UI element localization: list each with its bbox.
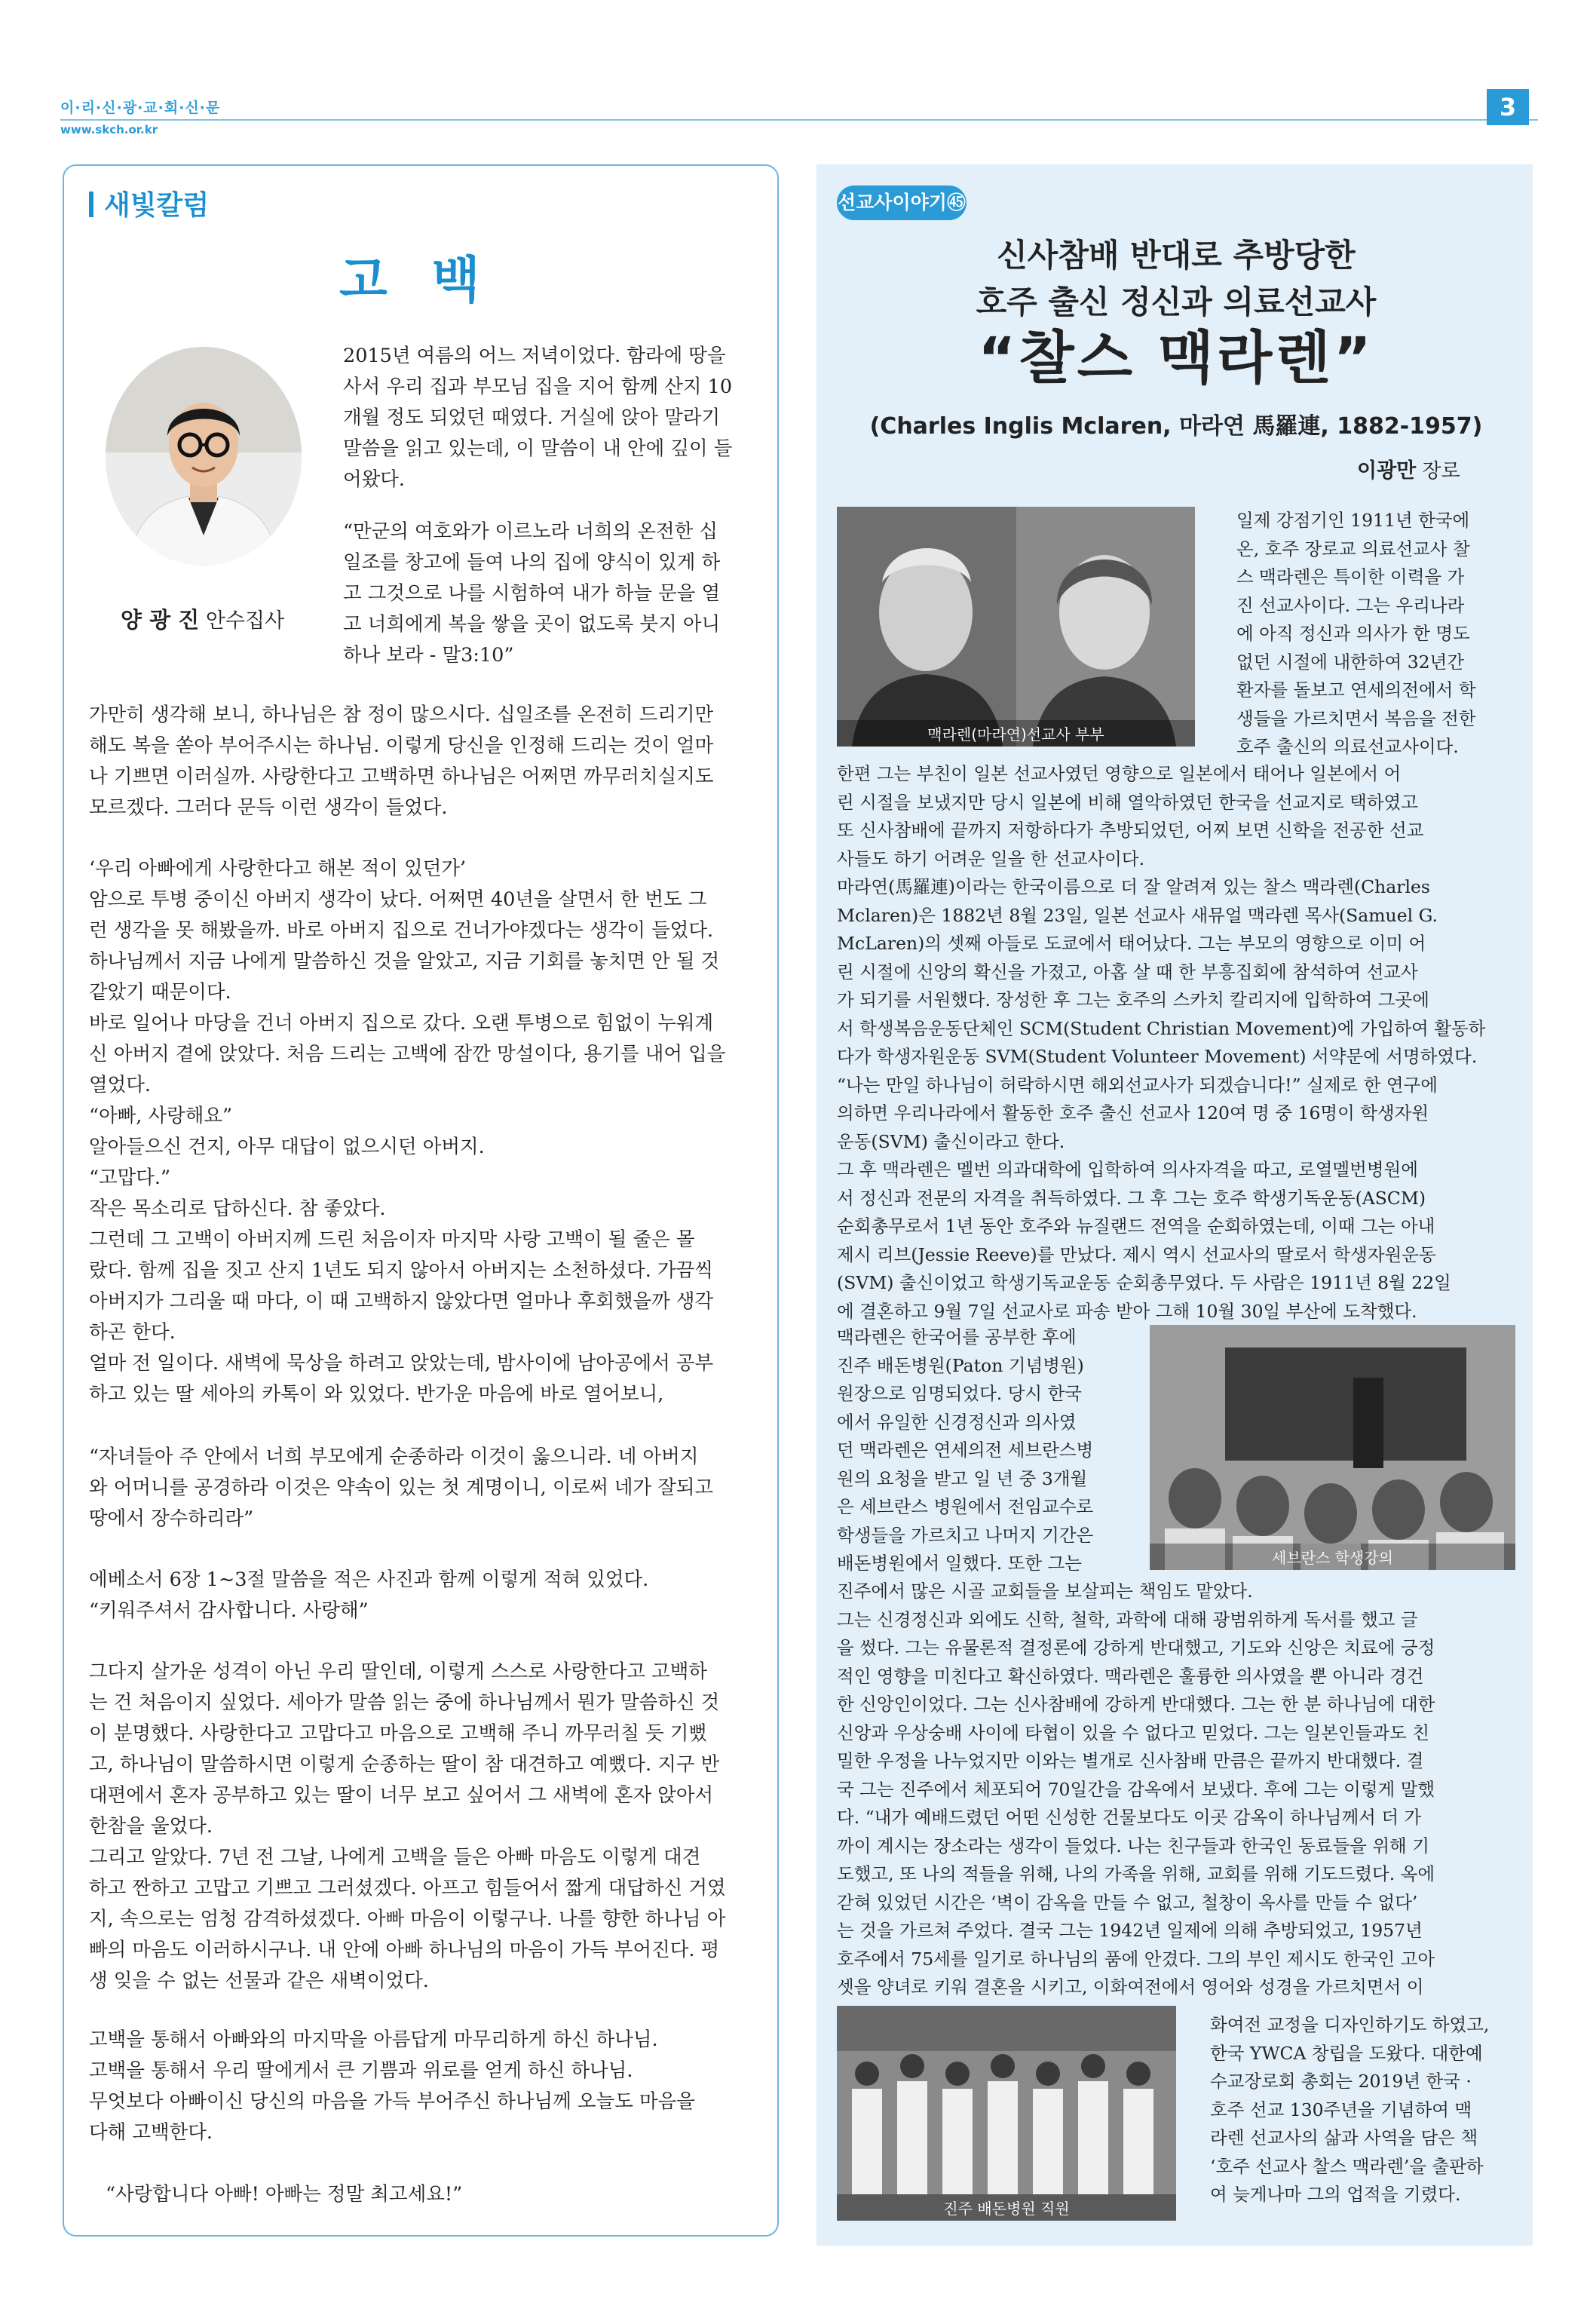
text-line: 신앙과 우상숭배 사이에 타협이 있을 수 없다고 믿었다. 그는 일본인들과도 친 xyxy=(837,1722,1429,1743)
text-line: 호주 출신의 의료선교사이다. xyxy=(1236,736,1459,757)
website-link[interactable]: www.skch.or.kr xyxy=(60,123,158,136)
text-line: 린 시절에 신앙의 확신을 가졌고, 아홉 살 때 한 부흥집회에 참석하여 선교사 xyxy=(837,961,1418,983)
text-line: 호주에서 75세를 일기로 하나님의 품에 안겼다. 그의 부인 제시도 한국인 고아 xyxy=(837,1948,1435,1970)
text-line: “나는 만일 하나님이 허락하시면 해외선교사가 되겠습니다!” 실제로 한 연구에 xyxy=(837,1074,1438,1096)
text-line: 없던 시절에 내한하여 32년간 xyxy=(1236,651,1465,673)
text-line: 에 아직 정신과 의사가 한 명도 xyxy=(1236,623,1470,644)
text-line: 에서 유일한 신경정신과 의사였 xyxy=(837,1411,1077,1433)
text-line: 에베소서 6장 1~3절 말씀을 적은 사진과 함께 이렇게 적혀 있었다. xyxy=(89,1568,649,1591)
text-line: 맥라렌은 한국어를 공부한 후에 xyxy=(837,1326,1077,1347)
text-line: 사서 우리 집과 부모님 집을 지어 함께 산지 10 xyxy=(343,376,733,398)
text-line: 던 맥라렌은 연세의전 세브란스병 xyxy=(837,1439,1094,1461)
text-line: 는 것을 가르쳐 주었다. 결국 그는 1942년 일제에 의해 추방되었고, 1957년 xyxy=(837,1920,1423,1941)
text-line: 빠의 마음도 이러하시구나. 내 안에 아빠 하나님의 마음이 가득 부어진다. 평 xyxy=(89,1939,720,1961)
text-line: 알아들으신 건지, 아무 대답이 없으시던 아버지. xyxy=(89,1136,485,1158)
photo-caption: 세브란스 학생강의 xyxy=(1150,1544,1515,1570)
text-line: 갇혀 있었던 시간은 ‘벽이 감옥을 만들 수 없고, 철창이 옥사를 만들 수 없다’ xyxy=(837,1891,1418,1913)
section-tag: 새빛칼럼 xyxy=(89,184,209,222)
text-line: 가만히 생각해 보니, 하나님은 참 정이 많으시다. 십일조를 온전히 드리기만 xyxy=(89,704,714,726)
text-line: 어왔다. xyxy=(343,468,406,491)
body-paragraph xyxy=(89,854,752,1410)
text-line: “자녀들아 주 안에서 너희 부모에게 순종하라 이것이 옳으니라. 네 아버지 xyxy=(89,1446,699,1468)
text-line: 하나님께서 지금 나에게 말씀하신 것을 알았고, 지금 기회를 놓치면 안 될 것 xyxy=(89,950,720,973)
text-line: Mclaren)은 1882년 8월 23일, 일본 선교사 새뮤얼 맥라렌 목사(Samuel G. xyxy=(837,904,1438,926)
text-line: McLaren)의 셋째 아들로 도쿄에서 태어났다. 그는 부모의 영향으로 이미 어 xyxy=(837,933,1426,954)
author-portrait xyxy=(106,347,302,566)
author-credit: 양 광 진 안수집사 xyxy=(121,607,285,633)
text-line: 다가 학생자원운동 SVM(Student Volunteer Movement) 서약문에 서명하였다. xyxy=(837,1046,1478,1067)
text-line: 한참을 울었다. xyxy=(89,1815,213,1838)
photo-caption: 맥라렌(마라연)선교사 부부 xyxy=(837,720,1195,747)
text-line: 하고 짠하고 고맙고 기쁘고 그러셨겠다. 아프고 힘들어서 짧게 대답하신 거였 xyxy=(89,1877,726,1899)
body-paragraph xyxy=(89,700,752,823)
text-line: 화여전 교정을 디자인하기도 하였고, xyxy=(1210,2014,1490,2035)
text-line: 개월 정도 되었던 때였다. 거실에 앉아 말라기 xyxy=(343,406,721,429)
text-line: 그는 신경정신과 외에도 신학, 철학, 과학에 대해 광범위하게 독서를 했고 글 xyxy=(837,1608,1418,1630)
text-line: 고백을 통해서 아빠와의 마지막을 아름답게 마무리하게 하신 하나님. xyxy=(89,2028,658,2051)
article-title: 고 백 xyxy=(339,251,494,309)
body-paragraph xyxy=(1236,507,1515,762)
text-line: 온, 호주 장로교 의료선교사 찰 xyxy=(1236,538,1470,560)
text-line: 원장으로 임명되었다. 당시 한국 xyxy=(837,1383,1082,1404)
page-number: 3 xyxy=(1487,89,1529,125)
text-line: 에 결혼하고 9월 7일 선교사로 파송 받아 그해 10월 30일 부산에 도착했다. xyxy=(837,1300,1417,1322)
header-rule xyxy=(60,119,1538,121)
couple-photo xyxy=(837,507,1195,747)
text-line: “키워주셔서 감사합니다. 사랑해” xyxy=(89,1599,369,1622)
text-line: 그 후 맥라렌은 멜번 의과대학에 입학하여 의사자격을 따고, 로열멜번병원에 xyxy=(837,1159,1418,1180)
text-line: 해도 복을 쏟아 부어주시는 하나님. 이렇게 당신을 인정해 드리는 것이 얼마 xyxy=(89,734,714,757)
text-line: 런 생각을 못 해봤을까. 바로 아버지 집으로 건너가야겠다는 생각이 들었다. xyxy=(89,919,714,942)
text-line: 한국 YWCA 창립을 도왔다. 대한예 xyxy=(1210,2042,1483,2064)
text-line: 린 시절을 보냈지만 당시 일본에 비해 열악하였던 한국을 선교지로 택하였고 xyxy=(837,791,1418,813)
text-line: 고백을 통해서 우리 딸에게서 큰 기쁨과 위로를 얻게 하신 하나님. xyxy=(89,2059,633,2082)
text-line: 말씀을 읽고 있는데, 이 말씀이 내 안에 깊이 들 xyxy=(343,437,733,460)
text-line: 원의 요청을 받고 일 년 중 3개월 xyxy=(837,1467,1088,1489)
series-badge: 선교사이야기㊺ xyxy=(837,185,967,220)
text-line: 진주 배돈병원(Paton 기념병원) xyxy=(837,1354,1084,1376)
byline: 이광만 장로 xyxy=(1357,459,1460,483)
text-line: 이 분명했다. 사랑한다고 고맙다고 마음으로 고백해 주니 까무러칠 듯 기뻤 xyxy=(89,1722,708,1745)
text-line: 바로 일어나 마당을 건너 아버지 집으로 갔다. 오랜 투병으로 힘없이 누워계 xyxy=(89,1012,714,1035)
scripture-quote xyxy=(89,1442,752,1535)
text-line: 작은 목소리로 답하신다. 참 좋았다. xyxy=(89,1197,386,1220)
hospital-staff-photo xyxy=(837,2006,1176,2221)
text-line: ‘호주 선교사 찰스 맥라렌’을 출판하 xyxy=(1210,2155,1484,2177)
text-line: 아버지가 그리울 때 마다, 이 때 고백하지 않았다면 얼마나 후회했을까 생각 xyxy=(89,1290,714,1313)
text-line: “아빠, 사랑해요” xyxy=(89,1105,233,1127)
text-line: (SVM) 출신이었고 학생기독교운동 순회총무였다. 두 사람은 1911년 8월 22일 xyxy=(837,1272,1451,1293)
text-line: 하곤 한다. xyxy=(89,1321,176,1344)
text-line: 서 정신과 전문의 자격을 취득하였다. 그 후 그는 호주 학생기독운동(ASCM) xyxy=(837,1187,1426,1209)
text-line: 진주에서 많은 시골 교회들을 보살피는 책임도 맡았다. xyxy=(837,1581,1253,1602)
closing-quote: “사랑합니다 아빠! 아빠는 정말 최고세요!” xyxy=(106,2183,463,2206)
text-line: 배돈병원에서 일했다. 또한 그는 xyxy=(837,1553,1082,1574)
text-line: 암으로 투병 중이신 아버지 생각이 났다. 어쩌면 40년을 살면서 한 번도 그 xyxy=(89,888,707,911)
text-line: 수교장로회 총회는 2019년 한국 · xyxy=(1210,2071,1472,2092)
text-line: 환자를 돌보고 연세의전에서 학 xyxy=(1236,679,1476,701)
text-line: 라렌 선교사의 삶과 사역을 담은 책 xyxy=(1210,2127,1478,2148)
text-line: 한편 그는 부친이 일본 선교사였던 영향으로 일본에서 태어나 일본에서 어 xyxy=(837,763,1402,784)
text-line: 나 기쁘면 이러실까. 사랑한다고 고백하면 하나님은 어쩌면 까무러치실지도 xyxy=(89,765,714,788)
text-line: 와 어머니를 공경하라 이것은 약속이 있는 첫 계명이니, 이로써 네가 잘되고 xyxy=(89,1476,714,1499)
text-line: 일제 강점기인 1911년 한국에 xyxy=(1236,510,1470,531)
text-line: 얼마 전 일이다. 새벽에 묵상을 하려고 앉았는데, 밤사이에 남아공에서 공부 xyxy=(89,1352,714,1375)
text-line: 무엇보다 아빠이신 당신의 마음을 가득 부어주신 하나님께 오늘도 마음을 xyxy=(89,2090,695,2113)
text-line: 운동(SVM) 출신이라고 한다. xyxy=(837,1130,1065,1152)
body-paragraph xyxy=(89,2025,752,2148)
text-line: 의하면 우리나라에서 활동한 호주 출신 선교사 120여 명 중 16명이 학생자원 xyxy=(837,1102,1429,1124)
text-line: 다. “내가 예배드렸던 어떤 신성한 건물보다도 이곳 감옥이 하나님께서 더 가 xyxy=(837,1807,1422,1828)
text-line: 2015년 여름의 어느 저녁이었다. 함라에 땅을 xyxy=(343,345,726,367)
text-line: 랐다. 함께 집을 짓고 산지 1년도 되지 않아서 아버지는 소천하셨다. 가끔씩 xyxy=(89,1259,713,1282)
text-line: 일조를 창고에 들여 나의 집에 양식이 있게 하 xyxy=(343,551,721,574)
text-line: 다해 고백한다. xyxy=(89,2121,213,2144)
text-line: 호주 선교 130주년을 기념하여 맥 xyxy=(1210,2099,1472,2120)
text-line: 을 썼다. 그는 유물론적 결정론에 강하게 반대했고, 기도와 신앙은 치료에 긍정 xyxy=(837,1637,1435,1658)
text-line: 그리고 알았다. 7년 전 그날, 나에게 고백을 들은 아빠 마음도 이렇게 대견 xyxy=(89,1846,701,1869)
body-paragraph xyxy=(89,1565,752,1626)
text-line: 제시 리브(Jessie Reeve)를 만났다. 제시 역시 선교사의 딸로서 학생자원운동 xyxy=(837,1243,1436,1265)
scripture-quote xyxy=(343,517,750,671)
text-line: 셋을 양녀로 키워 결혼을 시키고, 이화여전에서 영어와 성경을 가르치면서 이 xyxy=(837,1976,1424,1997)
text-line: 마라연(馬羅連)이라는 한국이름으로 더 잘 알려져 있는 찰스 맥라렌(Charles xyxy=(837,876,1430,897)
text-line: 그다지 살가운 성격이 아닌 우리 딸인데, 이렇게 스스로 사랑한다고 고백하 xyxy=(89,1660,708,1683)
text-line: 지, 속으로는 엄청 감격하셨겠다. 아빠 마음이 이렇구나. 나를 향한 하나님 아 xyxy=(89,1908,726,1930)
body-paragraph xyxy=(1210,2011,1515,2209)
text-line: 국 그는 진주에서 체포되어 70일간을 감옥에서 보냈다. 후에 그는 이렇게 말했 xyxy=(837,1778,1435,1800)
body-paragraph xyxy=(89,1657,752,1997)
body-paragraph xyxy=(837,760,1515,1326)
text-line: 적인 영향을 미친다고 확신하였다. 맥라렌은 훌륭한 의사였을 뿐 아니라 경건 xyxy=(837,1665,1424,1687)
text-line: 진 선교사이다. 그는 우리나라 xyxy=(1236,594,1465,616)
text-line: 신 아버지 곁에 앉았다. 처음 드리는 고백에 잠깐 망설이다, 용기를 내어 입을 xyxy=(89,1043,726,1065)
text-line: 모르겠다. 그러다 문득 이런 생각이 들었다. xyxy=(89,796,448,819)
newspaper-name: 이·리·신·광·교·회·신·문 xyxy=(60,100,221,116)
body-paragraph xyxy=(837,1577,1515,2002)
text-line: 순회총무로서 1년 동안 호주와 뉴질랜드 전역을 순회하였는데, 이때 그는 아내 xyxy=(837,1216,1435,1237)
text-line: “고맙다.” xyxy=(89,1167,171,1189)
text-line: 밀한 우정을 나누었지만 이와는 별개로 신사참배 만큼은 끝까지 반대했다. 결 xyxy=(837,1750,1424,1771)
article-name-line: (Charles Inglis Mclaren, 마라연 馬羅連, 1882-1957) xyxy=(869,413,1483,440)
text-line: 땅에서 장수하리라” xyxy=(89,1507,254,1530)
text-line: 학생들을 가르치고 나머지 기간은 xyxy=(837,1524,1094,1546)
text-line: 사들도 하기 어려운 일을 한 선교사이다. xyxy=(837,848,1145,869)
text-line: 고 그것으로 나를 시험하여 내가 하늘 문을 열 xyxy=(343,582,721,605)
text-line: 는 건 처음이지 싶었다. 세아가 말씀 읽는 중에 하나님께서 뭔가 말씀하신 것 xyxy=(89,1691,720,1714)
text-line: 은 세브란스 병원에서 전임교수로 xyxy=(837,1496,1094,1517)
text-line: 그런데 그 고백이 아버지께 드린 처음이자 마지막 사랑 고백이 될 줄은 몰 xyxy=(89,1228,695,1251)
text-line: 도했고, 또 나의 적들을 위해, 나의 가족을 위해, 교회를 위해 기도드렸다. 옥에 xyxy=(837,1863,1435,1884)
text-line: 스 맥라렌은 특이한 이력을 가 xyxy=(1236,566,1465,587)
text-line: 고, 하나님이 말씀하시면 이렇게 순종하는 딸이 참 대견하고 예뻤다. 지구 반 xyxy=(89,1753,720,1776)
lecture-photo xyxy=(1150,1325,1515,1570)
article-title: “찰스 맥라렌” xyxy=(978,324,1374,391)
text-line: 같았기 때문이다. xyxy=(89,981,231,1004)
text-line: 하나 보라 - 말3:10” xyxy=(343,644,514,667)
body-paragraph xyxy=(837,1323,1131,1578)
text-line: 생들을 가르치면서 복음을 전한 xyxy=(1236,707,1476,729)
text-line: “만군의 여호와가 이르노라 너희의 온전한 십 xyxy=(343,520,718,543)
photo-caption: 진주 배돈병원 직원 xyxy=(837,2194,1176,2221)
text-line: 열었다. xyxy=(89,1074,152,1096)
text-line: 가 되기를 서원했다. 장성한 후 그는 호주의 스카치 칼리지에 입학하여 그곳에 xyxy=(837,989,1429,1010)
text-line: 여 늦게나마 그의 업적을 기렸다. xyxy=(1210,2184,1461,2205)
intro-paragraph xyxy=(343,341,750,495)
text-line: 고 너희에게 복을 쌓을 곳이 없도록 붓지 아니 xyxy=(343,613,721,636)
text-line: 까이 계시는 장소라는 생각이 들었다. 나는 친구들과 한국인 동료들을 위해 기 xyxy=(837,1835,1429,1856)
text-line: ‘우리 아빠에게 사랑한다고 해본 적이 있던가’ xyxy=(89,857,467,880)
text-line: 한 신앙인이었다. 그는 신사참배에 강하게 반대했다. 그는 한 분 하나님에 대한 xyxy=(837,1694,1435,1715)
text-line: 또 신사참배에 끝까지 저항하다가 추방되었던, 어찌 보면 신학을 전공한 선교 xyxy=(837,820,1424,841)
text-line: 서 학생복음운동단체인 SCM(Student Christian Movement)에 가입하여 활동하 xyxy=(837,1017,1486,1039)
text-line: 대편에서 혼자 공부하고 있는 딸이 너무 보고 싶어서 그 새벽에 혼자 앉아서 xyxy=(89,1784,714,1807)
text-line: 생 잊을 수 없는 선물과 같은 새벽이었다. xyxy=(89,1970,429,1992)
article-subtitle: 신사참배 반대로 추방당한 호주 출신 정신과 의료선교사 xyxy=(976,237,1377,320)
text-line: 하고 있는 딸 세아의 카톡이 와 있었다. 반가운 마음에 바로 열어보니, xyxy=(89,1383,664,1406)
